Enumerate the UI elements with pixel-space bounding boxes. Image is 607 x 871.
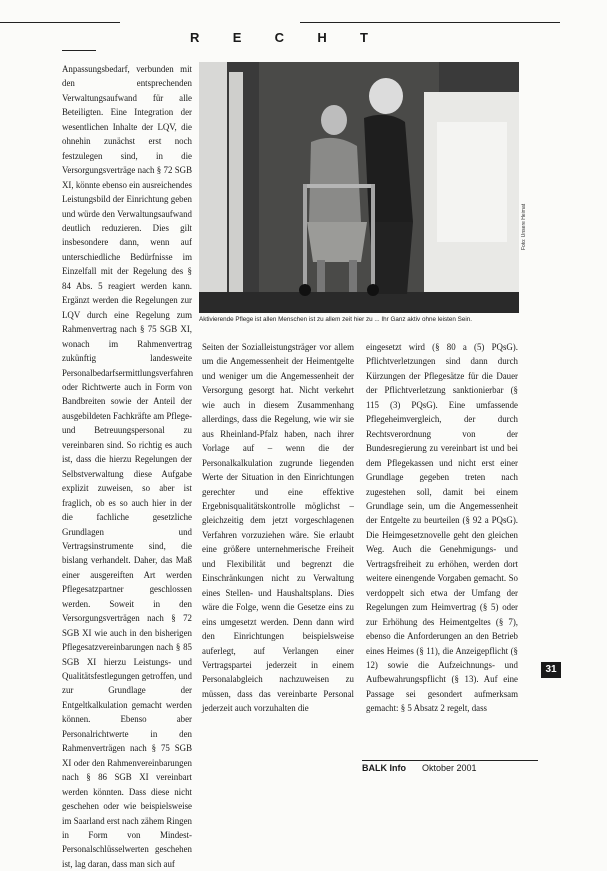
header-rule-short bbox=[62, 50, 96, 51]
section-title bbox=[190, 30, 370, 45]
caregiver-walker-illustration bbox=[199, 62, 519, 313]
section-letter: E bbox=[232, 30, 244, 45]
paragraph: eingesetzt wird (§ 80 a (5) PQsG). Pflichtverletzungen sind dann durch Kürzungen der Pflegesätze für die Dauer der Pflichtverletzung sanktionierbar (§ 115 (3) PQsG). Eine umfassende Pflegeheimvergleich, der durch Rechtsverordnung von der Bundesregierung zu vereinbart ist und bei dem Pflegekassen und nicht erst einer Grundlage gegeben treten nach zugestehen soll, damit bei einem Grundlage sein, um die Angemessenheit der Entgelte zu beurteilen (§ 92 a PQsG). Die Heimgesetznovelle geht den gleichen Weg. Auch die Genehmigungs- und Vertragsfreiheit zu erhöhen, werden dort weitere einengende Vorgaben gemacht. So verdoppelt sich etwa der Umfang der Regelungen zum Heimvertrag (§ 5) oder zur Erhöhung des Heimentgeltes (§ 7), ebenso die Anforderungen an den Betrieb eines Heimes (§ 11), die Anzeigepflicht (§ 12) sowie die Aufzeichnungs- und Aufbewahrungspflicht (§ 13). Auf eine Passage sei gesondert aufmerksam gemacht: § 5 Absatz 2 regelt, dass bbox=[366, 342, 518, 714]
article-column-3 bbox=[366, 340, 518, 750]
section-letter: H bbox=[317, 30, 329, 45]
paragraph: Anpassungsbedarf, verbunden mit den entsprechenden Verwaltungsaufwand für alle Beteiligten. Eine Integration der wesentlichen Inhalte der LQV, die ohnehin zunächst erst noch festzulegen sind, in die Versorgungsverträge nach § 72 SGB XI, könnte ebenso ein ausreichendes Leistungsbild der Einrichtung geben und würde den Verwaltungsaufwand deutlich reduzieren. Dies gilt insbesondere dann, wenn auf unterschiedliche Bedürfnisse im Einzelfall mit der Regelung des § 84 Abs. 5 reagiert werden kann. Ergänzt werden die Regelungen zur LQV durch eine Regelung zum Rahmenvertrag nach § 75 SGB XI, wonach im Rahmenvertrag zukünftig landesweite Personalbedarfsermittlungsverfahren oder Richtwerte auch in Form von Bandbreiten sowie der Anteil der ausgebildeten Fachkräfte am Pflege- und Betreuungspersonal zu vereinbaren sind. So richtig es auch ist, dass die hierzu Regelungen der Selbstverwaltung diese Aufgabe explizit zuweisen, so aber ist fraglich, ob es so auch hier in der die fachliche gesetzliche Grundlagen und Vertragsinstrumente sind, die bislang verhandelt. Daher, das Maß einer ausgereiften Art werden Pflegesatzpartner geschlossen werden. Soweit in den Versorgungsverträgen nach § 72 SGB XI wie auch in den bisherigen Pflegesatzvereinbarungen nach § 85 SGB XI hierzu Leistungs- und Qualitätsfestlegungen getroffen, und zur Grundlage der Entgeltkalkulation gemacht werden können. Ebenso aber Personalrichtwerte in den Rahmenverträgen nach § 75 SGB XI oder den Rahmenvereinbarungen nach § 86 SGB XI vereinbart werden könnten. Dass diese nicht geschehen oder wie beispielsweise im Saarland erst nach zähem Ringen in Form von Mindest-Personalschlüsselwerten geschehen ist, lag daran, dass man sich auf bbox=[62, 64, 194, 869]
section-letter: T bbox=[360, 30, 370, 45]
issue-date: Oktober 2001 bbox=[422, 763, 477, 773]
header-rule-mid bbox=[300, 22, 560, 23]
article-column-1 bbox=[62, 62, 194, 869]
paragraph: Seiten der Sozialleistungsträger vor allem um die Angemessenheit der Heimentgelte und weniger um die Angemessenheit der Versorgung gesorgt hat. Nicht verkehrt wie auch in diesem Zusammenhang allerdings, dass die Regelung, wie wir sie aus Rheinland-Pfalz haben, nach ihrer Vorlage auf – wenn die der Personalkalkulation zugrunde liegenden Werte der Situation in den Einrichtungen gerechter und eine effektive Ergebnisqualitätskontrolle möglichst – gleichzeitig dem jetzt vorgeschlagenen Verfahren vorzuziehen wäre. Sie erlaubt eine größere unternehmerische Freiheit und Flexibilität und begrenzt die Einschränkungen nicht zu Verwaltung eines Stellen- und Haushaltsplans. Dies wäre die Folge, wenn die Gesetze eins zu eins umgesetzt werden. Denn dann wird den Einrichtungen beispielsweise auferlegt, auf Verlangen einer Vertragspartei jederzeit in einem Personalabgleich nachzuweisen zu müssen, dass das vereinbarte Personal jederzeit auch vorzuhalten die bbox=[202, 342, 354, 714]
photo-caption: Aktivierende Pflege ist allen Menschen ist zu allem zeit hier zu ... Ihr Ganz aktiv ohne leisten Sein. bbox=[199, 316, 473, 323]
photo-credit: Foto: Unsere Heimat bbox=[521, 203, 527, 250]
magazine-name: BALK Info bbox=[362, 763, 406, 773]
page-footer bbox=[362, 760, 538, 775]
page-number: 31 bbox=[541, 662, 561, 678]
section-letter: C bbox=[274, 30, 287, 45]
article-column-2 bbox=[202, 340, 354, 750]
article-photo bbox=[199, 62, 519, 313]
section-letter: R bbox=[190, 30, 202, 45]
header-rule-left bbox=[0, 22, 120, 23]
